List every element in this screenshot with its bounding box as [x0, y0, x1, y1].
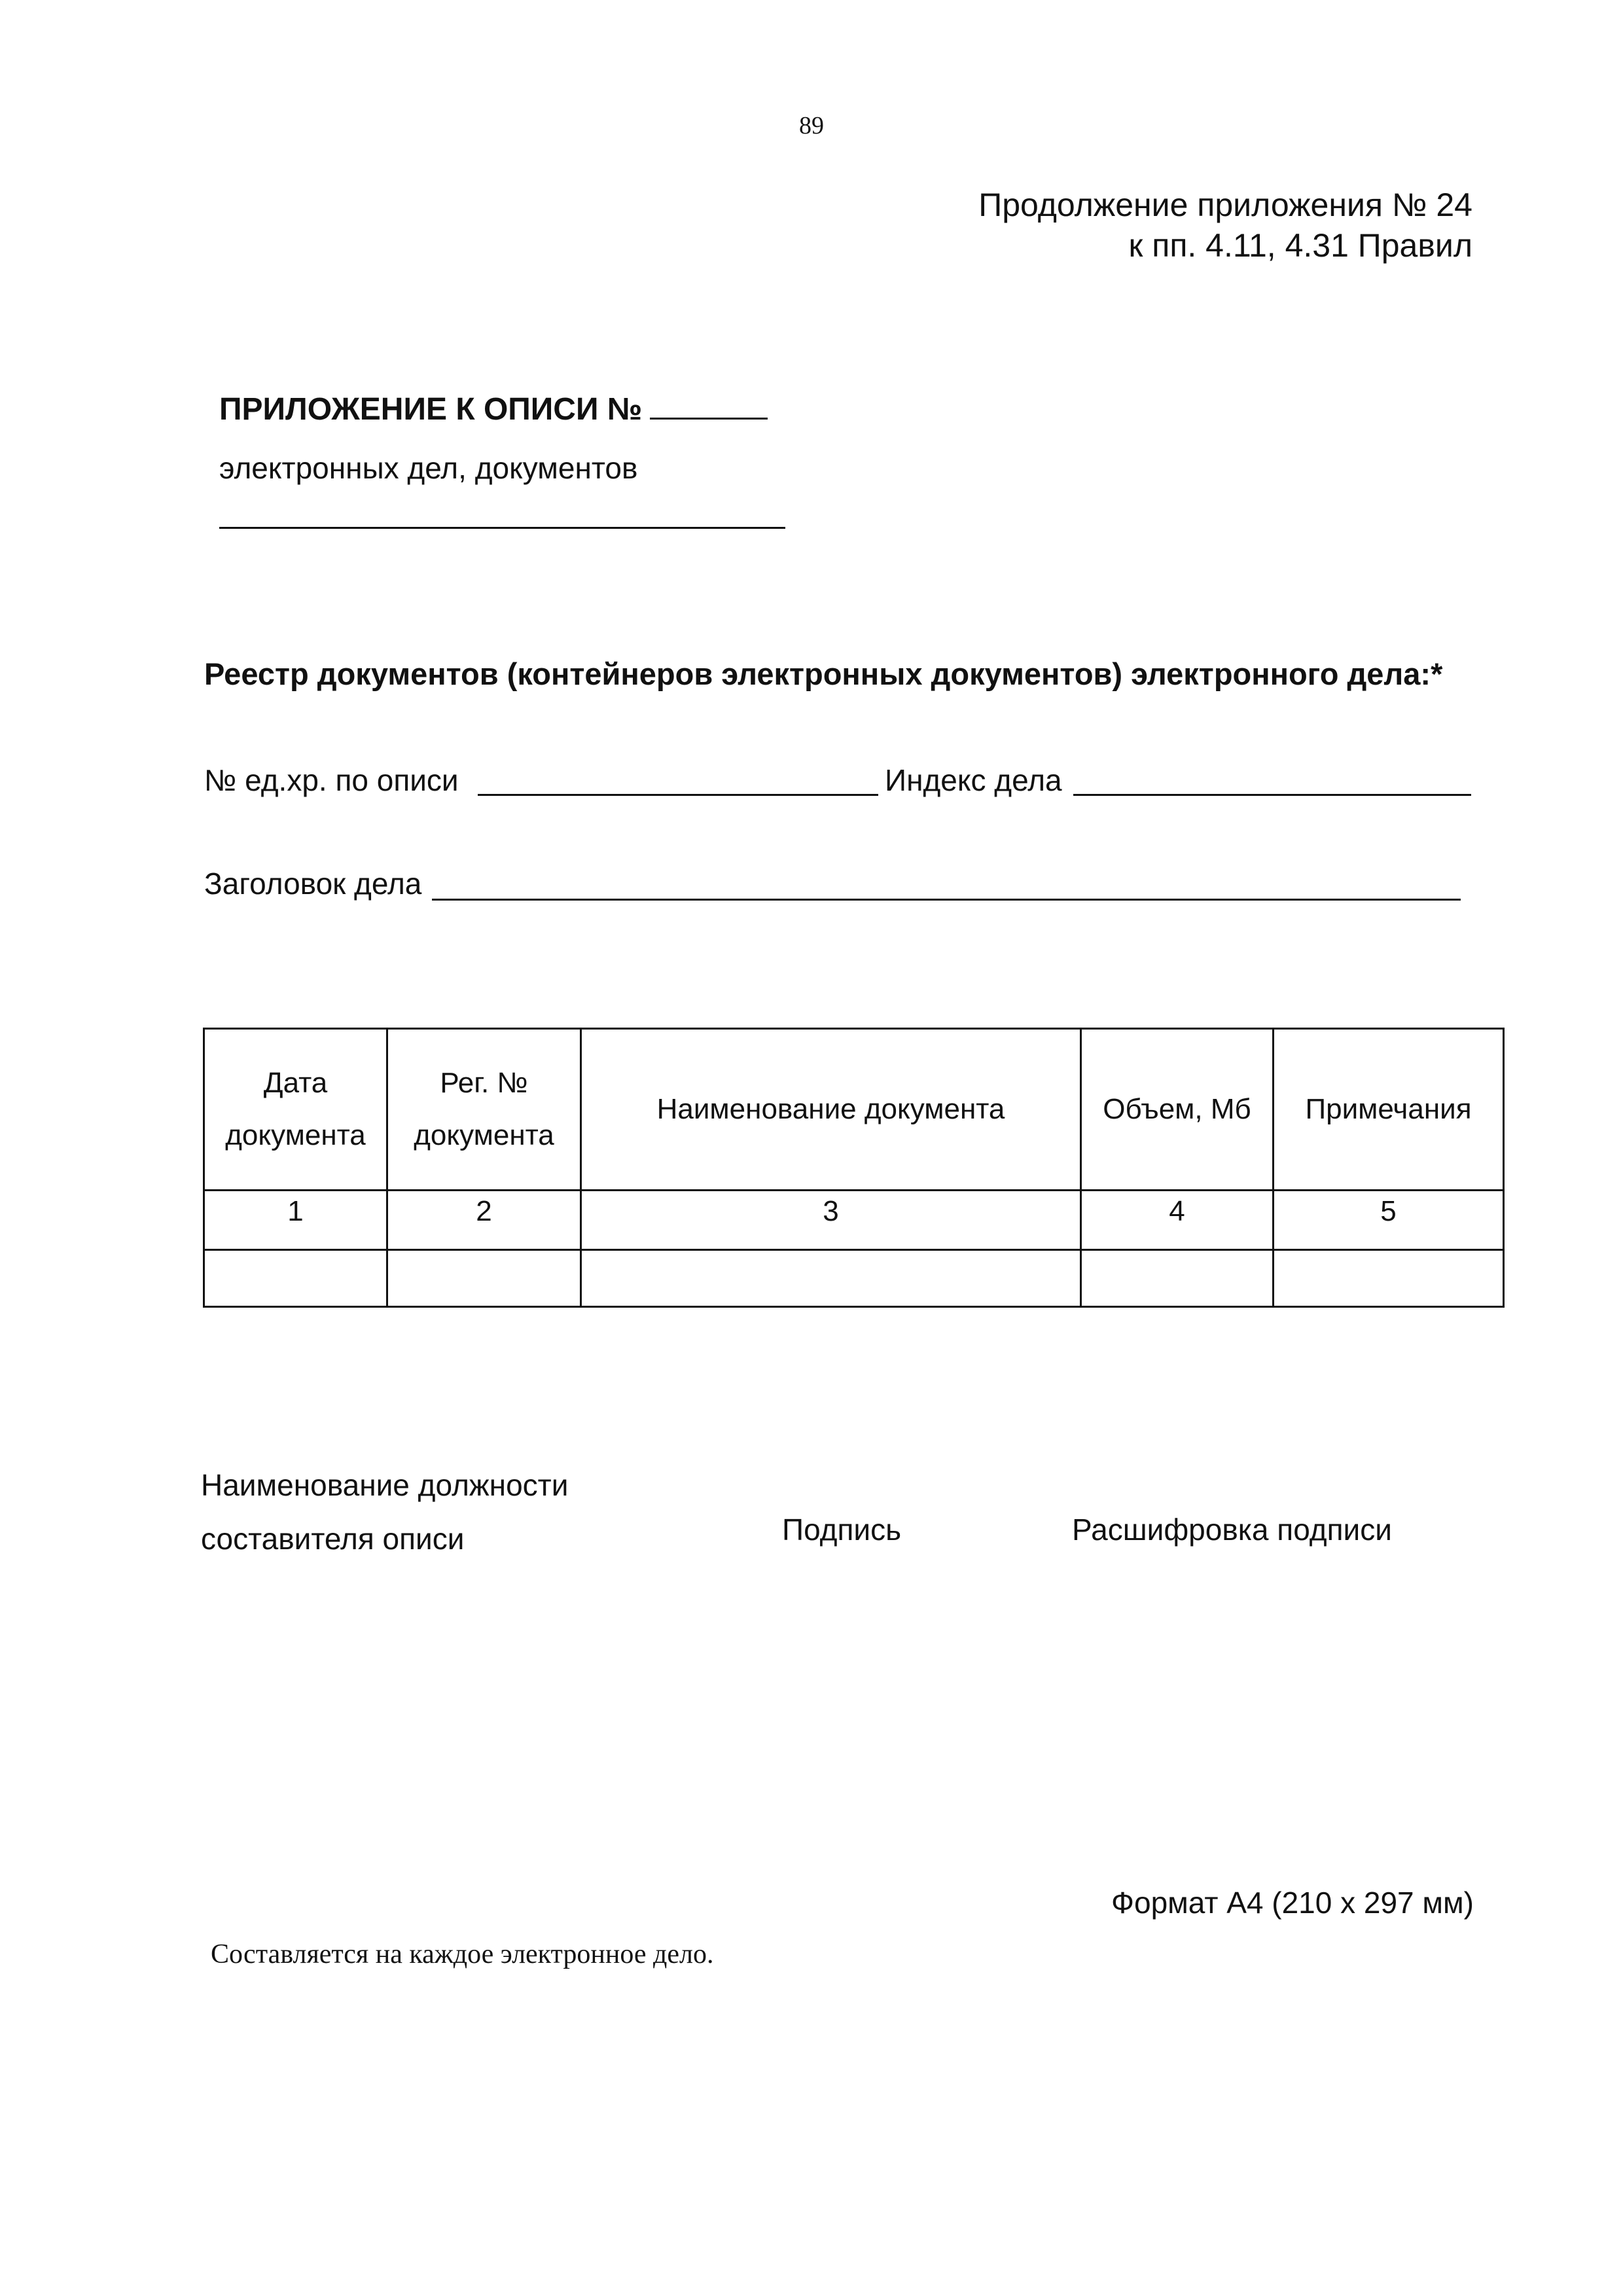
signature-decoding-label: Расшифровка подписи: [1072, 1513, 1392, 1547]
case-index-field: [885, 762, 1062, 798]
compiler-position-label: [201, 1458, 659, 1566]
header-volume: [1081, 1029, 1274, 1191]
table-cell: [387, 1250, 581, 1307]
table-cell: [581, 1250, 1081, 1307]
table-cell: [1274, 1250, 1504, 1307]
appendix-title-text: ПРИЛОЖЕНИЕ К ОПИСИ №: [219, 392, 643, 427]
appendix-number-blank: [650, 391, 768, 420]
column-number-5: 5: [1274, 1191, 1504, 1250]
page-number: 89: [799, 112, 824, 139]
table-row: [204, 1250, 1504, 1307]
continuation-line-2: к пп. 4.11, 4.31 Правил: [1128, 227, 1472, 264]
subtitle-blank-line: [219, 527, 785, 529]
compiler-position-line-2: составителя описи: [201, 1522, 465, 1556]
continuation-note: [978, 185, 1472, 266]
column-number-1: 1: [204, 1191, 387, 1250]
header-reg-number-line-2: документа: [414, 1119, 554, 1151]
register-title: Реестр документов (контейнеров электронных документов) электронного дела:*: [204, 656, 1443, 691]
column-number-3: 3: [581, 1191, 1081, 1250]
signature-label: Подпись: [782, 1513, 902, 1547]
format-note: Формат А4 (210 х 297 мм): [1111, 1886, 1474, 1920]
case-title-label: Заголовок дела: [204, 867, 422, 901]
storage-unit-field: [204, 762, 459, 798]
continuation-line-1: Продолжение приложения № 24: [978, 187, 1472, 223]
header-doc-date-line-1: Дата: [263, 1067, 328, 1099]
header-notes-text: Примечания: [1305, 1093, 1472, 1125]
table-header-row: [204, 1029, 1504, 1191]
column-number-2: 2: [387, 1191, 581, 1250]
case-title-field: [204, 866, 421, 901]
storage-unit-blank: [478, 794, 878, 796]
case-index-label: Индекс дела: [885, 763, 1062, 797]
table-number-row: [204, 1191, 1504, 1250]
header-reg-number-line-1: Рег. №: [440, 1067, 528, 1099]
appendix-title: [219, 391, 768, 427]
footnote: Составляется на каждое электронное дело.: [211, 1939, 714, 1969]
register-table: [203, 1028, 1505, 1308]
column-number-4: 4: [1081, 1191, 1274, 1250]
case-index-blank: [1073, 794, 1471, 796]
header-notes: [1274, 1029, 1504, 1191]
compiler-position-line-1: Наименование должности: [201, 1468, 569, 1502]
header-doc-name: [581, 1029, 1081, 1191]
header-doc-name-text: Наименование документа: [656, 1093, 1005, 1125]
case-title-blank: [432, 899, 1461, 901]
table-cell: [204, 1250, 387, 1307]
appendix-subtitle: электронных дел, документов: [219, 451, 638, 485]
storage-unit-label: № ед.хр. по описи: [204, 763, 459, 797]
table-cell: [1081, 1250, 1274, 1307]
header-reg-number: [387, 1029, 581, 1191]
header-doc-date-line-2: документа: [225, 1119, 366, 1151]
header-volume-text: Объем, Мб: [1103, 1093, 1251, 1125]
header-doc-date: [204, 1029, 387, 1191]
